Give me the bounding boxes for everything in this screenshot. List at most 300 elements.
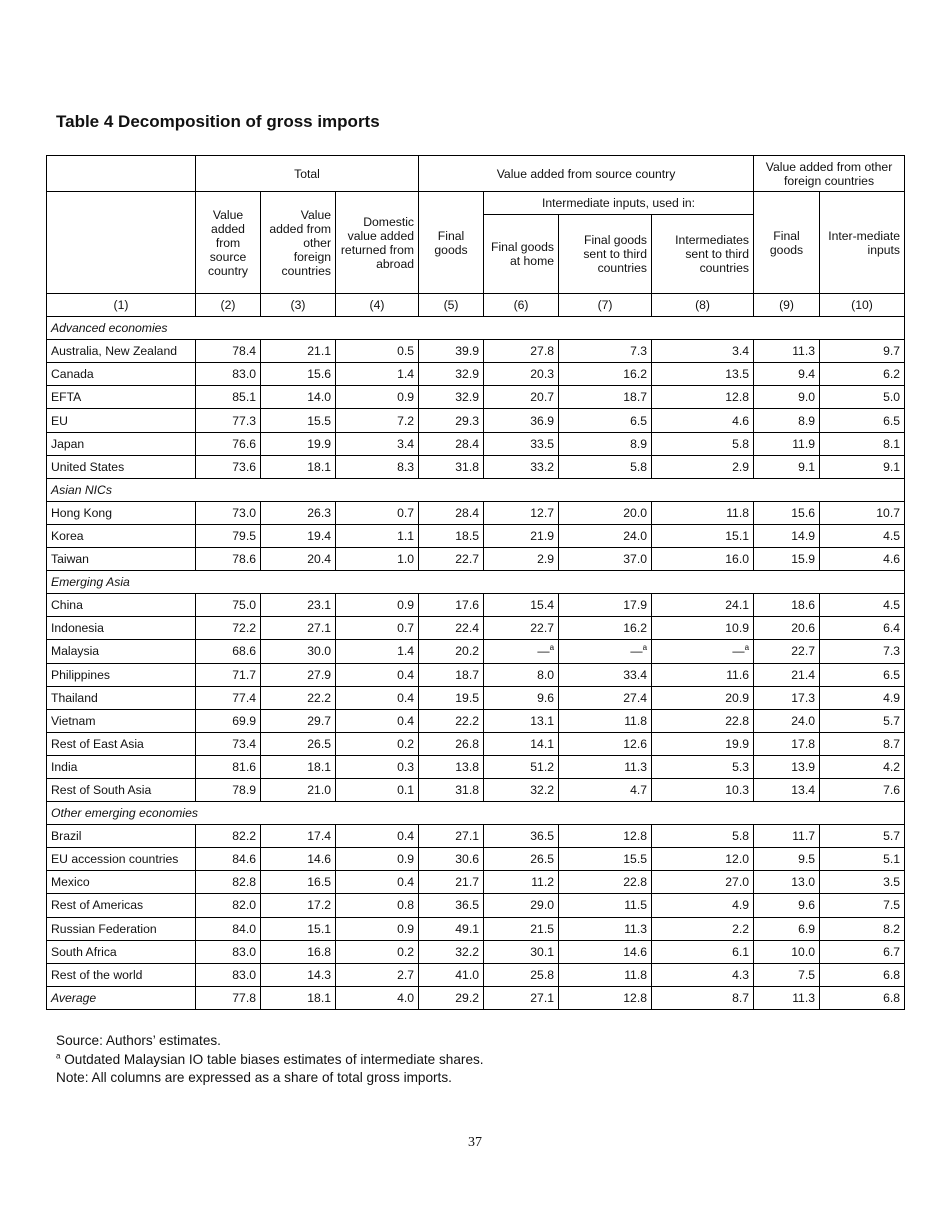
table-cell: 27.9 [261,663,336,686]
table-cell: 31.8 [419,455,484,478]
table-cell: 17.4 [261,825,336,848]
table-row [47,871,905,894]
table-cell: 77.8 [196,986,261,1009]
table-cell: 24.0 [559,524,652,547]
group-label: Other emerging economies [47,802,905,825]
table-cell: 8.9 [559,432,652,455]
table-cell: 22.7 [754,640,820,663]
table-cell: 13.5 [652,363,754,386]
table-cell: 1.4 [336,363,419,386]
country-name: Mexico [47,871,196,894]
table-cell: 4.3 [652,963,754,986]
table-cell: 33.4 [559,663,652,686]
table-cell: 15.5 [261,409,336,432]
table-cell: 12.6 [559,732,652,755]
table-cell: 12.8 [559,986,652,1009]
table-cell: 31.8 [419,778,484,801]
table-row [47,825,905,848]
table-cell: 8.3 [336,455,419,478]
average-label: Average [47,986,196,1009]
table-cell: 12.0 [652,848,754,871]
table-cell: 5.0 [820,386,905,409]
table-cell: 16.2 [559,617,652,640]
table-cell: 6.2 [820,363,905,386]
table-cell: 36.9 [484,409,559,432]
table-cell: 83.0 [196,963,261,986]
table-cell: 77.3 [196,409,261,432]
table-cell: 78.4 [196,340,261,363]
table-cell: 9.7 [820,340,905,363]
table-row [47,524,905,547]
table-cell: 16.8 [261,940,336,963]
table-cell: 24.0 [754,709,820,732]
table-cell: 49.1 [419,917,484,940]
source-note: Source: Authors’ estimates. [56,1033,221,1048]
table-row [47,409,905,432]
footnote-marker: a [744,643,750,653]
group-header-row [47,571,905,594]
country-name: India [47,755,196,778]
col-number: (8) [652,294,754,317]
table-cell: 1.1 [336,524,419,547]
table-cell: 32.9 [419,386,484,409]
table-cell: 82.8 [196,871,261,894]
table-row [47,548,905,571]
table-cell: 14.6 [559,940,652,963]
table-cell: 82.2 [196,825,261,848]
table-row [47,755,905,778]
group-header-row [47,317,905,340]
table-cell: 85.1 [196,386,261,409]
table-cell: 84.0 [196,917,261,940]
table-cell: 16.0 [652,548,754,571]
table-cell: 7.5 [754,963,820,986]
table-cell: 4.9 [820,686,905,709]
table-cell: 10.0 [754,940,820,963]
table-cell: 6.8 [820,986,905,1009]
table-cell: 21.0 [261,778,336,801]
table-cell: 9.1 [820,455,905,478]
country-name: Japan [47,432,196,455]
table-cell: 0.7 [336,617,419,640]
header-blank-2 [47,192,196,294]
table-cell: 29.3 [419,409,484,432]
table-cell: 11.8 [559,963,652,986]
table-cell: 11.7 [754,825,820,848]
table-cell: 8.7 [820,732,905,755]
table-cell: 6.5 [820,663,905,686]
footnote-a [56,1051,484,1070]
table-cell: 18.7 [559,386,652,409]
table-cell: 0.4 [336,686,419,709]
table-cell: 11.2 [484,871,559,894]
table-cell: 17.8 [754,732,820,755]
table-cell: 9.0 [754,386,820,409]
table-cell: 36.5 [484,825,559,848]
table-cell: 81.6 [196,755,261,778]
table-cell: 14.9 [754,524,820,547]
table-cell: 4.0 [336,986,419,1009]
table-cell: 22.4 [419,617,484,640]
table-cell: 26.3 [261,501,336,524]
table-cell: 1.0 [336,548,419,571]
footnote-marker: a [642,643,648,653]
table-cell: 32.2 [419,940,484,963]
table-cell: 11.9 [754,432,820,455]
table-cell: 51.2 [484,755,559,778]
country-name: Hong Kong [47,501,196,524]
table-cell: 20.0 [559,501,652,524]
table-cell: 14.0 [261,386,336,409]
table-cell: 68.6 [196,640,261,663]
table-cell: 20.9 [652,686,754,709]
table-cell: 20.7 [484,386,559,409]
table-cell: 18.1 [261,755,336,778]
table-cell: 0.9 [336,917,419,940]
table-cell: 22.8 [559,871,652,894]
table-cell: 30.1 [484,940,559,963]
group-header-row [47,478,905,501]
table-cell: 0.9 [336,386,419,409]
table-cell: 8.0 [484,663,559,686]
table-cell: 17.3 [754,686,820,709]
table-cell: 26.5 [261,732,336,755]
table-cell: 11.8 [652,501,754,524]
table-row [47,340,905,363]
table-cell: 9.5 [754,848,820,871]
table-cell: 2.7 [336,963,419,986]
table-cell: 0.4 [336,709,419,732]
header-intermediate-group: Intermediate inputs, used in: [484,192,754,215]
table-cell: 11.3 [559,755,652,778]
country-name: Australia, New Zealand [47,340,196,363]
table-row [47,455,905,478]
group-label: Advanced economies [47,317,905,340]
table-cell: 6.8 [820,963,905,986]
table-cell: 3.4 [336,432,419,455]
table-row [47,501,905,524]
table-cell: 4.6 [652,409,754,432]
table-cell: 26.5 [484,848,559,871]
table-cell: 69.9 [196,709,261,732]
table-cell: 9.1 [754,455,820,478]
table-cell: 76.6 [196,432,261,455]
country-name: Rest of Americas [47,894,196,917]
table-cell: 15.6 [754,501,820,524]
table-cell: 0.3 [336,755,419,778]
table-cell: 6.5 [820,409,905,432]
table-row [47,640,905,663]
table-cell: 0.1 [336,778,419,801]
col-number: (6) [484,294,559,317]
table-cell: 16.2 [559,363,652,386]
table-cell: 0.9 [336,848,419,871]
table-row [47,386,905,409]
table-cell: 27.8 [484,340,559,363]
group-header-row [47,802,905,825]
table-cell: 36.5 [419,894,484,917]
column-number-row [47,294,905,317]
table-cell: 8.9 [754,409,820,432]
table-cell: 25.8 [484,963,559,986]
table-cell: 19.9 [652,732,754,755]
table-cell: 28.4 [419,501,484,524]
country-name: Thailand [47,686,196,709]
header-va-source-group: Value added from source country [419,156,754,192]
table-cell: 33.5 [484,432,559,455]
table-cell: 6.5 [559,409,652,432]
table-cell: 22.8 [652,709,754,732]
country-name: Indonesia [47,617,196,640]
table-cell: 20.4 [261,548,336,571]
table-cell: 5.3 [652,755,754,778]
table-cell: 33.2 [484,455,559,478]
table-cell: 11.5 [559,894,652,917]
table-cell: 12.8 [652,386,754,409]
country-name: Rest of South Asia [47,778,196,801]
table-cell: 4.9 [652,894,754,917]
table-row [47,917,905,940]
country-name: Malaysia [47,640,196,663]
table-cell: 26.8 [419,732,484,755]
table-cell: 6.7 [820,940,905,963]
footnote-text: Outdated Malaysian IO table biases estimates of intermediate shares. [60,1051,484,1067]
table-cell: 4.5 [820,594,905,617]
col-number: (1) [47,294,196,317]
table-cell: 73.0 [196,501,261,524]
table-row [47,778,905,801]
table-row [47,432,905,455]
table-cell: 1.4 [336,640,419,663]
table-cell: 10.9 [652,617,754,640]
table-cell: 4.2 [820,755,905,778]
header-col10: Inter-mediate inputs [820,192,905,294]
table-cell: 78.6 [196,548,261,571]
table-cell: 18.7 [419,663,484,686]
table-cell: 14.3 [261,963,336,986]
table-cell: 0.4 [336,871,419,894]
table-cell: 30.0 [261,640,336,663]
table-row [47,894,905,917]
table-cell: 14.6 [261,848,336,871]
table-cell: 5.7 [820,709,905,732]
page-number: 37 [468,1135,482,1150]
table-row [47,732,905,755]
table-cell: 6.4 [820,617,905,640]
table-cell: 3.5 [820,871,905,894]
col-number: (3) [261,294,336,317]
table-cell: 9.4 [754,363,820,386]
header-col2: Value added from source country [196,192,261,294]
group-label: Emerging Asia [47,571,905,594]
table-cell: 2.9 [652,455,754,478]
table-cell: 41.0 [419,963,484,986]
table-cell: 13.8 [419,755,484,778]
table-row [47,363,905,386]
table-cell: 0.5 [336,340,419,363]
country-name: Russian Federation [47,917,196,940]
table-cell: 8.7 [652,986,754,1009]
table-cell: 24.1 [652,594,754,617]
table-cell: 16.5 [261,871,336,894]
table-cell: 21.1 [261,340,336,363]
table-cell: 13.1 [484,709,559,732]
country-name: South Africa [47,940,196,963]
table-cell: 7.3 [559,340,652,363]
table-cell: 13.0 [754,871,820,894]
table-cell: 7.2 [336,409,419,432]
table-cell: 27.1 [419,825,484,848]
table-cell: 73.6 [196,455,261,478]
table-cell: 0.2 [336,940,419,963]
table-cell: 32.2 [484,778,559,801]
header-col8: Intermediates sent to third countries [652,215,754,294]
footnote-marker: a [549,643,555,653]
table-cell: 19.5 [419,686,484,709]
footnote-marker: a [56,1050,61,1060]
table-cell: 2.9 [484,548,559,571]
table-cell: 12.8 [559,825,652,848]
country-name: Rest of the world [47,963,196,986]
table-cell: 20.3 [484,363,559,386]
table-cell: —$^a$ [559,640,652,663]
table-cell: 22.7 [419,548,484,571]
table-row [47,709,905,732]
table-cell: 32.9 [419,363,484,386]
table-cell: 0.7 [336,501,419,524]
country-name: United States [47,455,196,478]
table-cell: 23.1 [261,594,336,617]
table-cell: 15.5 [559,848,652,871]
table-cell: 5.1 [820,848,905,871]
table-cell: 27.4 [559,686,652,709]
table-cell: 0.9 [336,594,419,617]
table-cell: 82.0 [196,894,261,917]
col-number: (10) [820,294,905,317]
table-cell: 77.4 [196,686,261,709]
table-cell: 11.8 [559,709,652,732]
col-number: (5) [419,294,484,317]
general-note: Note: All columns are expressed as a share of total gross imports. [56,1070,452,1085]
table-cell: 39.9 [419,340,484,363]
table-cell: 17.2 [261,894,336,917]
table-cell: 29.7 [261,709,336,732]
table-row [47,848,905,871]
table-cell: 17.9 [559,594,652,617]
country-name: Philippines [47,663,196,686]
table-cell: 18.6 [754,594,820,617]
table-cell: 29.0 [484,894,559,917]
group-label: Asian NICs [47,478,905,501]
country-name: Rest of East Asia [47,732,196,755]
table-row [47,963,905,986]
table-cell: 29.2 [419,986,484,1009]
table-cell: 9.6 [754,894,820,917]
table-cell: 7.5 [820,894,905,917]
table-cell: 8.2 [820,917,905,940]
table-row [47,940,905,963]
table-cell: 15.9 [754,548,820,571]
table-cell: 15.1 [261,917,336,940]
country-name: Canada [47,363,196,386]
table-cell: 21.5 [484,917,559,940]
country-name: Taiwan [47,548,196,571]
table-cell: 5.7 [820,825,905,848]
table-cell: —$^a$ [652,640,754,663]
table-cell: 78.9 [196,778,261,801]
table-row [47,686,905,709]
table-cell: 0.4 [336,663,419,686]
table-cell: 11.3 [754,340,820,363]
table-cell: 28.4 [419,432,484,455]
table-cell: 7.3 [820,640,905,663]
table-notes [56,1032,484,1088]
table-cell: 9.6 [484,686,559,709]
table-cell: 27.1 [484,986,559,1009]
country-name: Vietnam [47,709,196,732]
table-cell: 4.7 [559,778,652,801]
table-cell: 10.7 [820,501,905,524]
table-cell: 18.1 [261,986,336,1009]
table-cell: 15.4 [484,594,559,617]
table-cell: 12.7 [484,501,559,524]
table-cell: 73.4 [196,732,261,755]
header-col6: Final goods at home [484,215,559,294]
header-col9: Final goods [754,192,820,294]
table-cell: 18.5 [419,524,484,547]
table-row [47,594,905,617]
table-cell: 17.6 [419,594,484,617]
table-cell: 5.8 [652,825,754,848]
table-cell: 27.1 [261,617,336,640]
table-cell: 18.1 [261,455,336,478]
header-col7: Final goods sent to third countries [559,215,652,294]
table-cell: 30.6 [419,848,484,871]
table-cell: 19.4 [261,524,336,547]
header-col5: Final goods [419,192,484,294]
table-cell: 19.9 [261,432,336,455]
table-cell: 6.9 [754,917,820,940]
table-cell: 0.2 [336,732,419,755]
country-name: EU accession countries [47,848,196,871]
table-cell: 21.7 [419,871,484,894]
table-cell: 7.6 [820,778,905,801]
header-total: Total [196,156,419,192]
table-cell: 8.1 [820,432,905,455]
table-cell: 20.2 [419,640,484,663]
table-cell: 2.2 [652,917,754,940]
col-number: (9) [754,294,820,317]
table-cell: 14.1 [484,732,559,755]
table-cell: 71.7 [196,663,261,686]
col-number: (4) [336,294,419,317]
table-cell: 22.7 [484,617,559,640]
header-va-other-group: Value added from other foreign countries [754,156,905,192]
table-row [47,663,905,686]
decomposition-table [46,155,905,1010]
table-cell: 15.6 [261,363,336,386]
country-name: Korea [47,524,196,547]
table-cell: 11.6 [652,663,754,686]
average-row [47,986,905,1009]
table-cell: 84.6 [196,848,261,871]
table-cell: 11.3 [754,986,820,1009]
table-cell: 6.1 [652,940,754,963]
table-cell: 0.8 [336,894,419,917]
table-cell: 13.4 [754,778,820,801]
table-cell: 13.9 [754,755,820,778]
table-cell: 4.6 [820,548,905,571]
